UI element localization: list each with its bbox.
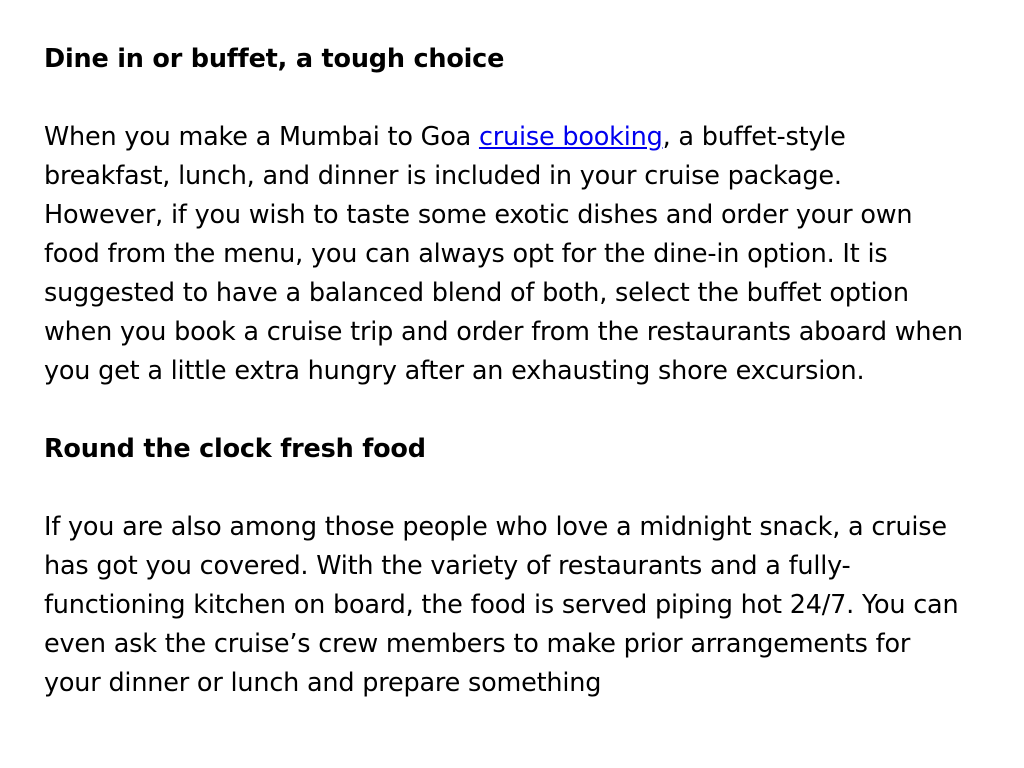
paragraph-text: , a buffet-style breakfast, lunch, and dinner is included in your cruise package. However, if you wish to taste some exotic dishes and order your own food from the menu, you can always opt for the dine-in option. It is suggested to have a balanced blend of both, select the buffet option when you book a cruise trip and order from the restaurants aboard when you get a little extra hungry after an exhausting shore excursion. xyxy=(44,122,963,386)
spacer xyxy=(44,469,964,508)
cruise-booking-link[interactable]: cruise booking xyxy=(478,122,663,152)
spacer xyxy=(44,391,964,430)
paragraph-round-the-clock: If you are also among those people who love a midnight snack, a cruise has got you covered. With the variety of restaurants and a fully-functioning kitchen on board, the food is served piping hot 24/7. You can even ask the cruise’s crew members to make prior arrangements for your dinner or lunch and prepare something xyxy=(44,512,959,698)
section-heading-dine-in-or-buffet: Dine in or buffet, a tough choice xyxy=(44,44,505,74)
paragraph-text: When you make a Mumbai to Goa xyxy=(44,122,479,152)
paragraph-dine-in-or-buffet xyxy=(44,118,964,391)
spacer xyxy=(44,79,964,118)
section-heading-round-the-clock: Round the clock fresh food xyxy=(44,434,426,464)
